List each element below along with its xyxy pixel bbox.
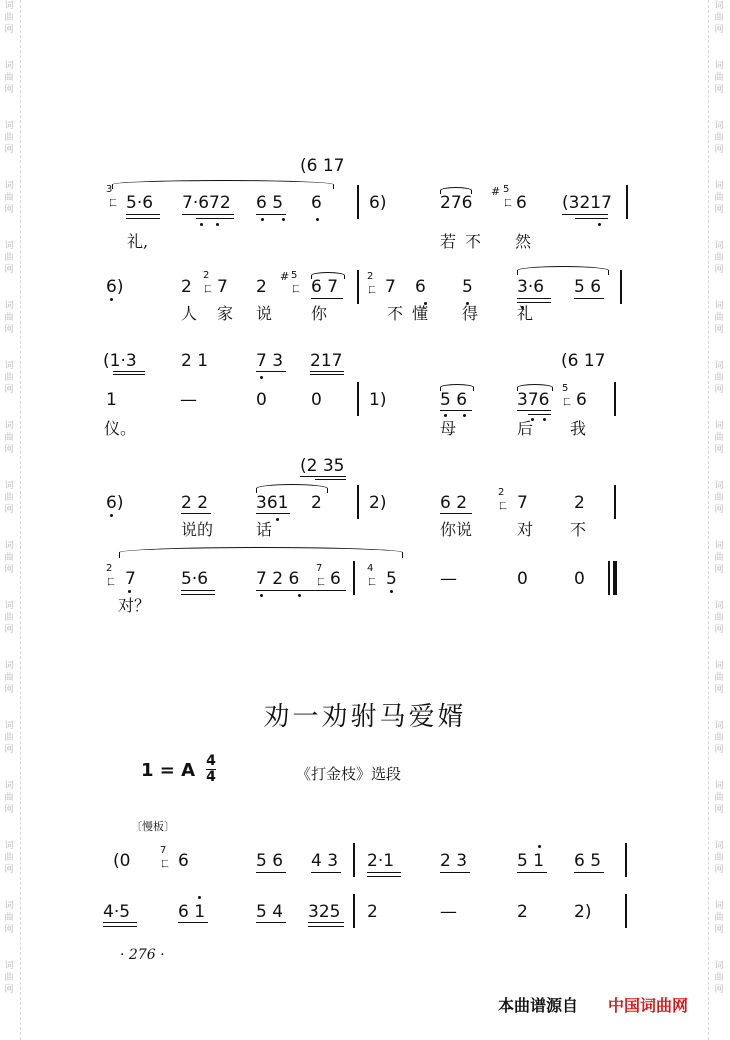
note: 6 7 bbox=[311, 277, 339, 297]
watermark-char: 曲 bbox=[714, 973, 724, 983]
grace-note: 5 bbox=[291, 270, 298, 281]
note: 7·672 bbox=[182, 193, 231, 213]
watermark-char: 词 bbox=[4, 781, 14, 791]
note: 0 bbox=[256, 390, 267, 410]
underline bbox=[182, 214, 234, 215]
note: 2 bbox=[574, 493, 585, 513]
watermark-char: 词 bbox=[4, 961, 14, 971]
watermark-char: 词 bbox=[714, 61, 724, 71]
note: 6 bbox=[516, 193, 527, 213]
note: 5 6 bbox=[256, 851, 284, 871]
watermark-char: 曲 bbox=[4, 553, 14, 563]
bar-line bbox=[620, 270, 622, 304]
watermark-char: 曲 bbox=[714, 73, 724, 83]
note: — bbox=[180, 390, 197, 410]
bar-line bbox=[614, 382, 616, 416]
bar-line bbox=[625, 843, 627, 877]
octave-dot bbox=[261, 218, 264, 221]
grace-paren: (6 17 bbox=[300, 156, 345, 176]
octave-dot bbox=[260, 376, 263, 379]
note: — bbox=[440, 569, 457, 589]
octave-dot bbox=[198, 896, 201, 899]
grace-note: 2 bbox=[106, 563, 113, 574]
music-score: (6 17 3 ㄈ 5·6 7·672 6 5 6 6) 276 # 5 ㄈ 6 (3217 礼, 若 不 然 6) 2 2 ㄈ 7 2 # 5 ㄈ 6 7 2 ㄈ 7 6 5 3·6 5 6 人 家 说 你 不 懂 得 礼 (1·3 2 1 7 3 217 (6 17 1 — 0 0 1) 5 6 376 5 ㄈ 6 仪。 母 后 我 (2 35 6) 2 2 361 2 2) 6 2 2 ㄈ 7 2 说的 话 你说 对 不 2 ㄈ 7 5·6 7 2 6 7 ㄈ 6 4 ㄈ 5 — 0 0 对？ 劝一劝驸马爱婿 1 = A 4 4 《打金枝》选段 〔慢板〕 (0 7 ㄈ 6 5 6 4 3 2·1 2 3 5 1 6 5 4·5 6 1 5 4 325 2 — 2 2) · 276 · bbox=[0, 0, 730, 1040]
lyric: 懂 bbox=[412, 304, 429, 323]
watermark-char: 曲 bbox=[714, 613, 724, 623]
octave-dot bbox=[110, 298, 113, 301]
watermark-char: 曲 bbox=[714, 733, 724, 743]
note: 7 bbox=[217, 277, 228, 297]
note: 5 bbox=[386, 569, 397, 589]
grace-paren: (2 35 bbox=[300, 456, 345, 476]
watermark-char: 曲 bbox=[714, 133, 724, 143]
watermark-char: 网 bbox=[714, 25, 724, 35]
bar-line bbox=[353, 843, 355, 877]
lyric: 话 bbox=[256, 520, 273, 539]
watermark-char: 网 bbox=[4, 745, 14, 755]
slur bbox=[517, 266, 609, 275]
underline bbox=[517, 872, 547, 873]
underline bbox=[256, 872, 286, 873]
note: 4·5 bbox=[103, 902, 131, 922]
lyric: 人 bbox=[181, 304, 198, 323]
watermark-char: 网 bbox=[4, 445, 14, 455]
watermark-char: 网 bbox=[4, 325, 14, 335]
note: 2 bbox=[517, 902, 528, 922]
watermark-char: 词 bbox=[4, 301, 14, 311]
lyric: 仪。 bbox=[104, 419, 137, 438]
note: 376 bbox=[517, 390, 550, 410]
watermark-char: 曲 bbox=[714, 913, 724, 923]
octave-dot bbox=[444, 414, 447, 417]
lyric: 不 bbox=[570, 520, 587, 539]
note: 6 5 bbox=[256, 193, 284, 213]
octave-dot bbox=[538, 845, 541, 848]
watermark-char: 网 bbox=[4, 685, 14, 695]
watermark-char: 词 bbox=[4, 601, 14, 611]
underline bbox=[308, 926, 344, 927]
underline bbox=[181, 594, 215, 595]
octave-dot bbox=[200, 223, 203, 226]
watermark-char: 曲 bbox=[4, 253, 14, 263]
watermark-char: 曲 bbox=[714, 373, 724, 383]
underline bbox=[574, 298, 604, 299]
watermark-char: 曲 bbox=[714, 793, 724, 803]
final-bar-thick bbox=[613, 561, 617, 595]
note: 276 bbox=[440, 193, 473, 213]
underline bbox=[256, 371, 286, 372]
watermark-char: 词 bbox=[714, 421, 724, 431]
underline bbox=[528, 414, 551, 415]
slur bbox=[119, 547, 403, 558]
bar-line bbox=[357, 185, 359, 219]
watermark-char: 曲 bbox=[4, 193, 14, 203]
watermark-char: 网 bbox=[4, 505, 14, 515]
watermark-char: 曲 bbox=[4, 853, 14, 863]
sharp: # bbox=[280, 270, 290, 283]
underline bbox=[367, 876, 401, 877]
lyric: 你说 bbox=[440, 520, 473, 539]
lyric: 然 bbox=[515, 232, 532, 251]
watermark-char: 网 bbox=[714, 385, 724, 395]
octave-dot bbox=[110, 514, 113, 517]
underline bbox=[308, 922, 344, 923]
watermark-char: 词 bbox=[4, 1, 14, 11]
watermark-char: 词 bbox=[714, 601, 724, 611]
watermark-char: 网 bbox=[714, 85, 724, 95]
watermark-char: 曲 bbox=[4, 73, 14, 83]
octave-dot bbox=[260, 594, 263, 597]
tempo-marking: 〔慢板〕 bbox=[131, 820, 175, 833]
watermark-char: 网 bbox=[4, 925, 14, 935]
underline bbox=[103, 922, 137, 923]
lyric: 若 bbox=[440, 232, 457, 251]
watermark-char: 词 bbox=[714, 841, 724, 851]
watermark-char: 网 bbox=[4, 25, 14, 35]
lyric: 家 bbox=[217, 304, 234, 323]
watermark-char: 曲 bbox=[4, 433, 14, 443]
grace-note: 7 bbox=[316, 563, 323, 574]
watermark-char: 词 bbox=[4, 661, 14, 671]
grace-note: 4 bbox=[367, 563, 374, 574]
underline bbox=[181, 513, 211, 514]
note: 7 bbox=[385, 277, 396, 297]
watermark-char: 词 bbox=[714, 181, 724, 191]
watermark-char: 网 bbox=[714, 745, 724, 755]
underline bbox=[311, 872, 341, 873]
note: 7 bbox=[517, 493, 528, 513]
underline bbox=[300, 476, 346, 477]
bar-line bbox=[626, 185, 628, 219]
watermark-char: 词 bbox=[4, 901, 14, 911]
watermark-char: 网 bbox=[4, 565, 14, 575]
bar-line bbox=[353, 894, 355, 928]
octave-dot bbox=[598, 223, 601, 226]
underline bbox=[311, 298, 343, 299]
note: 6 2 bbox=[440, 493, 468, 513]
song-title: 劝一劝驸马爱婿 bbox=[263, 702, 467, 732]
note: 325 bbox=[308, 902, 341, 922]
underline bbox=[181, 590, 215, 591]
underline bbox=[440, 872, 470, 873]
grace-note: 2 bbox=[367, 271, 374, 282]
note: 6 bbox=[415, 277, 426, 297]
watermark-char: 曲 bbox=[714, 493, 724, 503]
watermark-char: 网 bbox=[4, 985, 14, 995]
note: 0 bbox=[517, 569, 528, 589]
underline bbox=[113, 374, 145, 375]
watermark-char: 曲 bbox=[714, 673, 724, 683]
note: 6) bbox=[106, 493, 124, 513]
slur bbox=[311, 272, 345, 279]
underline bbox=[310, 374, 344, 375]
watermark-char: 曲 bbox=[4, 133, 14, 143]
watermark-char: 曲 bbox=[4, 373, 14, 383]
lyric: 说的 bbox=[181, 520, 214, 539]
note: 3·6 bbox=[517, 277, 545, 297]
key-signature: 1 = A bbox=[141, 760, 196, 781]
watermark-char: 网 bbox=[4, 265, 14, 275]
octave-dot bbox=[282, 218, 285, 221]
octave-dot bbox=[316, 218, 319, 221]
bar-line bbox=[614, 485, 616, 519]
grace-note: 3 bbox=[106, 184, 113, 195]
page-number: · 276 · bbox=[120, 947, 165, 963]
underline bbox=[196, 218, 234, 219]
watermark-char: 词 bbox=[714, 721, 724, 731]
underline bbox=[256, 590, 346, 591]
lyric: 你 bbox=[311, 304, 328, 323]
note: 6 bbox=[330, 569, 341, 589]
lyric: 我 bbox=[570, 419, 587, 438]
note: (0 bbox=[113, 851, 131, 871]
bar-line bbox=[353, 561, 355, 595]
watermark-char: 词 bbox=[714, 661, 724, 671]
watermark-char: 网 bbox=[714, 685, 724, 695]
watermark-char: 曲 bbox=[4, 913, 14, 923]
watermark-char: 网 bbox=[714, 625, 724, 635]
watermark-char: 词 bbox=[4, 721, 14, 731]
underline bbox=[575, 218, 608, 219]
slur bbox=[440, 384, 474, 391]
lyric: 不 bbox=[387, 304, 404, 323]
note: 7 bbox=[125, 569, 136, 589]
underline bbox=[310, 371, 344, 372]
underline bbox=[517, 302, 551, 303]
watermark-char: 词 bbox=[4, 121, 14, 131]
note: 6 bbox=[576, 390, 587, 410]
underline bbox=[178, 922, 208, 923]
watermark-char: 词 bbox=[714, 241, 724, 251]
watermark-char: 词 bbox=[4, 841, 14, 851]
final-bar-thin bbox=[608, 561, 610, 595]
note: 2) bbox=[369, 493, 387, 513]
watermark-char: 词 bbox=[714, 781, 724, 791]
note: 7 3 bbox=[256, 351, 284, 371]
note: 2) bbox=[574, 902, 592, 922]
grace-paren: (6 17 bbox=[561, 351, 606, 371]
watermark-char: 词 bbox=[4, 241, 14, 251]
watermark-char: 曲 bbox=[4, 613, 14, 623]
note: 2 bbox=[367, 902, 378, 922]
underline bbox=[256, 214, 286, 215]
grace-note: 7 bbox=[160, 845, 167, 856]
note: 5 6 bbox=[440, 390, 468, 410]
lyric: 说 bbox=[256, 304, 273, 323]
watermark-char: 网 bbox=[714, 445, 724, 455]
note: 1 bbox=[106, 390, 117, 410]
octave-dot bbox=[128, 590, 131, 593]
watermark-char: 网 bbox=[4, 145, 14, 155]
note: 5 bbox=[462, 277, 473, 297]
watermark-char: 网 bbox=[714, 265, 724, 275]
lyric: 对？ bbox=[118, 596, 151, 615]
underline bbox=[103, 926, 137, 927]
underline bbox=[440, 513, 472, 514]
note: 2·1 bbox=[367, 851, 395, 871]
underline bbox=[440, 410, 472, 411]
watermark-char: 网 bbox=[714, 145, 724, 155]
watermark-char: 曲 bbox=[4, 673, 14, 683]
octave-dot bbox=[543, 418, 546, 421]
tie bbox=[112, 180, 334, 189]
source-label: 《打金枝》选段 bbox=[296, 765, 402, 783]
watermark-char: 词 bbox=[714, 901, 724, 911]
lyric: 得 bbox=[462, 304, 479, 323]
note: 2 2 bbox=[181, 493, 209, 513]
note: 2 3 bbox=[440, 851, 468, 871]
octave-dot bbox=[216, 223, 219, 226]
watermark-char: 词 bbox=[714, 361, 724, 371]
octave-dot bbox=[298, 594, 301, 597]
lyric: 后 bbox=[517, 419, 534, 438]
note: 0 bbox=[574, 569, 585, 589]
note: 2 bbox=[311, 493, 322, 513]
watermark-char: 曲 bbox=[714, 853, 724, 863]
watermark-char: 网 bbox=[4, 865, 14, 875]
time-signature: 4 4 bbox=[206, 753, 216, 785]
note: 2 bbox=[256, 277, 267, 297]
lyric: 母 bbox=[440, 419, 457, 438]
watermark-char: 词 bbox=[4, 541, 14, 551]
note: — bbox=[440, 902, 457, 922]
watermark-char: 网 bbox=[4, 205, 14, 215]
watermark-char: 网 bbox=[714, 865, 724, 875]
lyric: 礼, bbox=[127, 232, 149, 251]
footer-site-link[interactable]: 中国词曲网 bbox=[608, 996, 689, 1015]
watermark-char: 词 bbox=[4, 61, 14, 71]
watermark-char: 网 bbox=[714, 205, 724, 215]
note: 6 bbox=[311, 193, 322, 213]
watermark-char: 词 bbox=[714, 481, 724, 491]
note: 5 1 bbox=[517, 851, 545, 871]
footer-source-text: 本曲谱源自 bbox=[498, 996, 579, 1015]
note: 6 5 bbox=[574, 851, 602, 871]
watermark-char: 网 bbox=[714, 985, 724, 995]
note: 1) bbox=[369, 390, 387, 410]
note: 0 bbox=[311, 390, 322, 410]
watermark-char: 词 bbox=[4, 481, 14, 491]
watermark-char: 词 bbox=[714, 541, 724, 551]
note: 2 bbox=[181, 277, 192, 297]
watermark-char: 词 bbox=[4, 361, 14, 371]
watermark-char: 网 bbox=[714, 925, 724, 935]
underline bbox=[315, 479, 346, 480]
bar-line bbox=[625, 894, 627, 928]
underline bbox=[517, 298, 551, 299]
octave-dot bbox=[463, 414, 466, 417]
note: 5 4 bbox=[256, 902, 284, 922]
note: 4 3 bbox=[311, 851, 339, 871]
note: (1·3 bbox=[103, 351, 137, 371]
watermark-char: 词 bbox=[714, 301, 724, 311]
watermark-char: 曲 bbox=[714, 253, 724, 263]
note: 5·6 bbox=[126, 193, 154, 213]
watermark-char: 网 bbox=[4, 85, 14, 95]
watermark-char: 网 bbox=[714, 325, 724, 335]
note: 5·6 bbox=[181, 569, 209, 589]
underline bbox=[126, 218, 160, 219]
note: 6 1 bbox=[178, 902, 206, 922]
note: 6) bbox=[369, 193, 387, 213]
watermark-char: 网 bbox=[4, 625, 14, 635]
underline bbox=[562, 214, 608, 215]
watermark-char: 词 bbox=[714, 121, 724, 131]
lyric: 礼 bbox=[517, 304, 534, 323]
bar-line bbox=[357, 485, 359, 519]
lyric: 对 bbox=[517, 520, 534, 539]
note: 7 2 6 bbox=[256, 569, 300, 589]
bar-line bbox=[357, 382, 359, 416]
watermark-char: 曲 bbox=[714, 313, 724, 323]
grace-note: 5 bbox=[562, 383, 569, 394]
watermark-char: 曲 bbox=[4, 793, 14, 803]
watermark-char: 网 bbox=[714, 805, 724, 815]
watermark-char: 词 bbox=[4, 421, 14, 431]
watermark-char: 曲 bbox=[714, 193, 724, 203]
sharp: # bbox=[491, 185, 501, 198]
underline bbox=[256, 513, 290, 514]
watermark-char: 词 bbox=[714, 1, 724, 11]
underline bbox=[517, 410, 551, 411]
octave-dot bbox=[390, 590, 393, 593]
watermark-char: 曲 bbox=[4, 733, 14, 743]
bar-line bbox=[357, 270, 359, 304]
watermark-char: 网 bbox=[4, 805, 14, 815]
underline bbox=[126, 214, 160, 215]
grace-note: 2 bbox=[498, 487, 505, 498]
grace-note: 2 bbox=[203, 270, 210, 281]
slur bbox=[440, 187, 472, 194]
underline bbox=[574, 872, 604, 873]
watermark-char: 网 bbox=[714, 565, 724, 575]
watermark-char: 曲 bbox=[4, 313, 14, 323]
slur bbox=[517, 384, 553, 391]
watermark-char: 曲 bbox=[4, 493, 14, 503]
note: 6 bbox=[178, 851, 189, 871]
watermark-char: 网 bbox=[714, 505, 724, 515]
note: 2 1 bbox=[181, 351, 209, 371]
note: 6) bbox=[106, 277, 124, 297]
underline bbox=[367, 872, 401, 873]
watermark-char: 曲 bbox=[714, 553, 724, 563]
watermark-char: 词 bbox=[4, 181, 14, 191]
watermark-char: 曲 bbox=[4, 973, 14, 983]
underline bbox=[256, 922, 286, 923]
note: 5 6 bbox=[574, 277, 602, 297]
watermark-char: 网 bbox=[4, 385, 14, 395]
grace-note: 5 bbox=[503, 184, 510, 195]
note: 217 bbox=[310, 351, 343, 371]
lyric: 不 bbox=[465, 232, 482, 251]
watermark-char: 曲 bbox=[714, 13, 724, 23]
note: (3217 bbox=[562, 193, 612, 213]
watermark-char: 曲 bbox=[4, 13, 14, 23]
watermark-char: 词 bbox=[714, 961, 724, 971]
underline bbox=[113, 371, 145, 372]
note: 361 bbox=[256, 493, 289, 513]
octave-dot bbox=[276, 518, 279, 521]
slur bbox=[256, 484, 328, 493]
watermark-char: 曲 bbox=[714, 433, 724, 443]
